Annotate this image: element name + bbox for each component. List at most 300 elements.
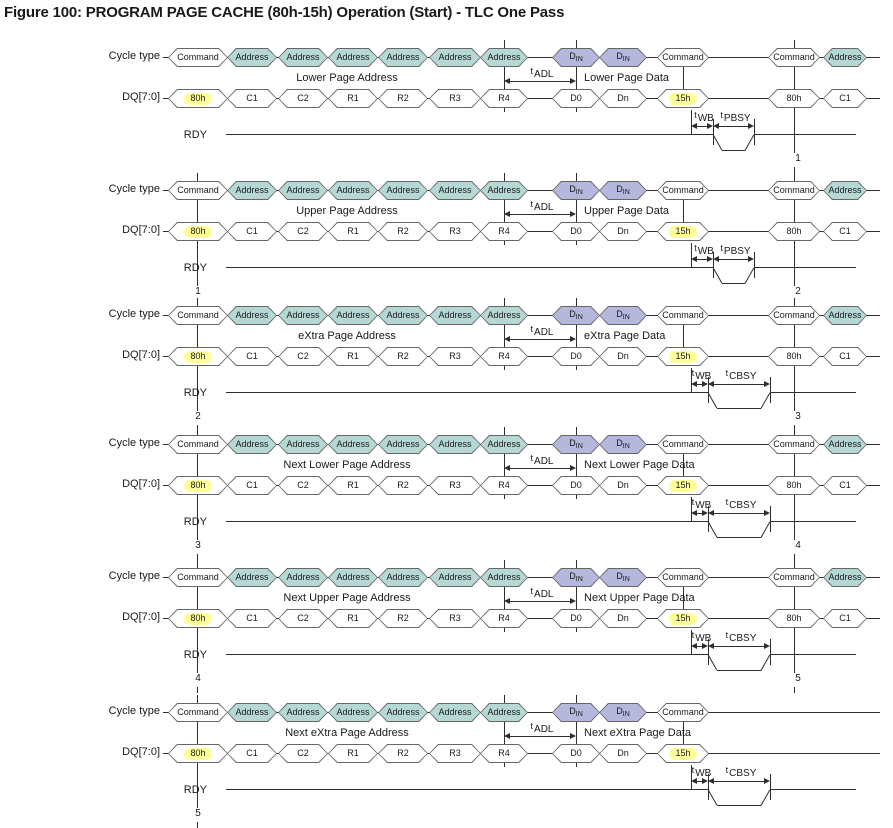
section-2-left-marker: 1 bbox=[195, 286, 201, 297]
section-2-cycle-cell-2-address-label: Address bbox=[235, 185, 269, 195]
section-3-command-15h-tick bbox=[683, 325, 684, 347]
section-2-cycle-cell-5-address bbox=[378, 181, 428, 200]
section-1-dq-cell-3-c2 bbox=[278, 89, 328, 108]
section-6-rdy-line-high-right bbox=[770, 789, 856, 790]
section-1-dq-cell-12-c1 bbox=[823, 89, 867, 108]
section-1-tadl-arrow-arrowhead-right bbox=[570, 78, 576, 84]
section-2-tpbsy-label-prefix: t bbox=[720, 243, 723, 253]
section-5-tadl-label-prefix: t bbox=[530, 586, 534, 596]
section-6-dq-cell-2-c1-label: C1 bbox=[246, 748, 258, 758]
section-4-right-marker: 4 bbox=[795, 540, 801, 551]
section-6-tcbsy-label-sub: CBSY bbox=[729, 768, 757, 779]
section-3-rdy-rising-edge bbox=[761, 393, 771, 409]
section-4-dq-cell-7-r4-label: R4 bbox=[498, 480, 510, 490]
section-2-cycle-cell-6-address bbox=[429, 181, 481, 200]
section-2-page-address-label: Upper Page Address bbox=[296, 205, 398, 217]
section-3-tcbsy-arrow-line bbox=[713, 384, 765, 385]
section-4-tadl-label-sub: ADL bbox=[534, 456, 554, 467]
section-1-cycle-cell-9-din bbox=[599, 48, 647, 67]
section-2-cycle-cell-4-address-label: Address bbox=[336, 185, 370, 195]
section-5-cycle-cell-3-address-label: Address bbox=[286, 572, 320, 582]
section-4-dq-cell-1-80h bbox=[168, 476, 228, 495]
section-5-rdy-busy-low-line bbox=[717, 670, 761, 671]
section-5-dq-cell-2-c1 bbox=[227, 609, 277, 628]
section-4-dq-cell-6-r3 bbox=[429, 476, 481, 495]
section-4-tcbsy-label-prefix: t bbox=[725, 497, 729, 507]
section-1-dq-label: DQ[7:0] bbox=[122, 91, 160, 103]
section-3-tadl-arrow-arrowhead-right bbox=[570, 336, 576, 342]
section-2-rdy-rising-edge bbox=[745, 268, 755, 284]
section-5-cycle-cell-8-din-label: $D_{IN}$ bbox=[569, 571, 583, 583]
section-6-cycle-cell-10-command bbox=[657, 703, 709, 722]
section-6-cycle-cell-2-address bbox=[227, 703, 277, 722]
section-5-cycle-cell-12-address-label: Address bbox=[828, 572, 862, 582]
section-6-dq-cell-10-15h-label: 15h bbox=[669, 748, 696, 760]
section-3-cycle-cell-12-address-label: Address bbox=[828, 310, 862, 320]
section-4-tcbsy-label-sub: CBSY bbox=[729, 500, 757, 511]
section-5-right-connector-dash bbox=[794, 687, 795, 693]
section-1-cycle-cell-7-address bbox=[480, 48, 528, 67]
section-1-cycle-cell-7-address-label: Address bbox=[487, 52, 521, 62]
section-5-dq-cell-6-r3 bbox=[429, 609, 481, 628]
section-3-tadl-label bbox=[530, 324, 554, 338]
section-2-cycle-cell-3-address-label: Address bbox=[286, 185, 320, 195]
section-1-cycle-cell-9-din-label: $D_{IN}$ bbox=[616, 51, 630, 63]
section-3-dq-cell-5-r2-label: R2 bbox=[397, 351, 409, 361]
section-5-dq-cell-5-r2 bbox=[378, 609, 428, 628]
section-5-dq-cell-1-80h bbox=[168, 609, 228, 628]
section-4-cycle-cell-10-command-label: Command bbox=[662, 439, 704, 449]
section-6-busy-end-guide bbox=[770, 774, 771, 800]
section-3-cycle-cell-4-address-label: Address bbox=[336, 310, 370, 320]
section-4-tcbsy-arrow-line bbox=[713, 513, 765, 514]
section-5-dq-cell-3-c2-label: C2 bbox=[297, 613, 309, 623]
section-2-tadl-arrow-arrowhead-right bbox=[570, 211, 576, 217]
section-6-tadl-arrow-arrowhead-left bbox=[504, 733, 510, 739]
section-4-dq-cell-8-d0-label: D0 bbox=[570, 480, 582, 490]
section-3-cycle-cell-6-address bbox=[429, 306, 481, 325]
section-2-tadl-arrow-line bbox=[509, 214, 571, 215]
section-5-twb-label-sub: WB bbox=[695, 633, 712, 644]
section-2-command-15h-tick bbox=[683, 200, 684, 222]
section-4-cycle-type-label: Cycle type bbox=[108, 437, 160, 449]
section-6-tadl-label bbox=[530, 721, 554, 735]
section-2-cycle-cell-1-command-label: Command bbox=[177, 185, 219, 195]
section-4-tadl-arrow-arrowhead-left bbox=[504, 465, 510, 471]
section-3-cycle-cell-10-command bbox=[657, 306, 709, 325]
section-6-cycle-cell-4-address bbox=[328, 703, 378, 722]
section-6-left-connector-dash bbox=[197, 822, 198, 828]
section-1-cycle-cell-2-address-label: Address bbox=[235, 52, 269, 62]
section-2-tpbsy-arrow-arrowhead-right bbox=[748, 256, 754, 262]
section-3-tadl-label-prefix: t bbox=[530, 324, 534, 334]
section-2-dq-cell-7-r4-label: R4 bbox=[498, 226, 510, 236]
section-6-dq-cell-2-c1 bbox=[227, 744, 277, 763]
section-6-cycle-cell-3-address-label: Address bbox=[286, 707, 320, 717]
section-3-cycle-cell-7-address bbox=[480, 306, 528, 325]
section-1-cycle-cell-12-address bbox=[823, 48, 867, 67]
section-5-dq-label: DQ[7:0] bbox=[122, 611, 160, 623]
section-6-cycle-cell-8-din-label: $D_{IN}$ bbox=[569, 706, 583, 718]
section-1-cycle-cell-10-command-label: Command bbox=[662, 52, 704, 62]
section-4-cycle-cell-8-din-label-sub: IN bbox=[575, 443, 583, 450]
section-6-dq-cell-7-r4-label: R4 bbox=[498, 748, 510, 758]
section-6-cycle-cell-6-address-label: Address bbox=[438, 707, 472, 717]
section-1-dq-cell-10-15h bbox=[657, 89, 709, 108]
section-3-dq-cell-6-r3-label: R3 bbox=[449, 351, 461, 361]
section-4-rdy-falling-edge bbox=[708, 521, 718, 537]
section-5-cycle-cell-12-address bbox=[823, 568, 867, 587]
section-6-cycle-type-label: Cycle type bbox=[108, 705, 160, 717]
section-2-dq-cell-9-dn-label: Dn bbox=[617, 226, 629, 236]
section-2-twb-label-sub: WB bbox=[697, 246, 714, 257]
section-5-cycle-cell-7-address-label: Address bbox=[487, 572, 521, 582]
section-1-dq-cell-7-r4-label: R4 bbox=[498, 93, 510, 103]
section-5-cycle-cell-3-address bbox=[278, 568, 328, 587]
section-1-dq-cell-5-r2 bbox=[378, 89, 428, 108]
section-3-dq-cell-4-r1 bbox=[328, 347, 378, 366]
section-3-tadl-label-sub: ADL bbox=[534, 327, 554, 338]
section-1-rdy-line-high-right bbox=[754, 134, 856, 135]
section-5-dq-cell-11-80h-label: 80h bbox=[786, 613, 802, 623]
section-6-cycle-cell-7-address-label: Address bbox=[487, 707, 521, 717]
section-5-cycle-cell-6-address-label: Address bbox=[438, 572, 472, 582]
section-4-tcbsy-arrow-arrowhead-right bbox=[764, 510, 770, 516]
section-1-dq-cell-9-dn bbox=[599, 89, 647, 108]
section-1-right-marker: 1 bbox=[795, 153, 801, 164]
section-4-dq-cell-6-r3-label: R3 bbox=[449, 480, 461, 490]
section-5-cycle-cell-11-command-label: Command bbox=[773, 572, 815, 582]
section-1-tpbsy-arrow-arrowhead-left bbox=[713, 123, 719, 129]
section-2-dq-cell-1-80h-label: 80h bbox=[184, 226, 211, 238]
section-5-dq-cell-4-r1 bbox=[328, 609, 378, 628]
section-6-rdy-falling-edge bbox=[708, 789, 718, 805]
section-3-dq-cell-12-c1 bbox=[823, 347, 867, 366]
section-3-page-address-label: eXtra Page Address bbox=[298, 330, 396, 342]
figure-title: Figure 100: PROGRAM PAGE CACHE (80h-15h) Operation (Start) - TLC One Pass bbox=[4, 4, 565, 21]
section-4-dq-cell-5-r2 bbox=[378, 476, 428, 495]
section-6-cycle-cell-5-address bbox=[378, 703, 428, 722]
section-1-cycle-cell-1-command-label: Command bbox=[177, 52, 219, 62]
section-3-cycle-cell-5-address bbox=[378, 306, 428, 325]
section-4-dq-cell-10-15h bbox=[657, 476, 709, 495]
section-2-cycle-cell-12-address bbox=[823, 181, 867, 200]
section-5-dq-cell-6-r3-label: R3 bbox=[449, 613, 461, 623]
section-2-cycle-cell-8-din bbox=[552, 181, 600, 200]
section-6-rdy-line-high-left bbox=[226, 789, 708, 790]
section-4-rdy-line-high-right bbox=[770, 521, 856, 522]
section-4-dq-cell-12-c1-label: C1 bbox=[839, 480, 851, 490]
section-3-cycle-cell-1-command bbox=[168, 306, 228, 325]
section-5-dq-cell-9-dn-label: Dn bbox=[617, 613, 629, 623]
section-6-dq-cell-5-r2 bbox=[378, 744, 428, 763]
section-2-tpbsy-arrow-arrowhead-left bbox=[713, 256, 719, 262]
section-5-dq-cell-3-c2 bbox=[278, 609, 328, 628]
section-4-cycle-cell-5-address-label: Address bbox=[386, 439, 420, 449]
section-6-cycle-cell-2-address-label: Address bbox=[235, 707, 269, 717]
section-3-dq-cell-2-c1-label: C1 bbox=[246, 351, 258, 361]
section-2-dq-cell-7-r4 bbox=[480, 222, 528, 241]
section-6-dq-cell-1-80h-label: 80h bbox=[184, 748, 211, 760]
section-6-cycle-cell-8-din bbox=[552, 703, 600, 722]
section-4-cycle-cell-12-address-label: Address bbox=[828, 439, 862, 449]
section-4-twb-arrow-arrowhead-left bbox=[691, 510, 697, 516]
section-2-dq-label: DQ[7:0] bbox=[122, 224, 160, 236]
section-2-tpbsy-label-sub: PBSY bbox=[723, 246, 751, 257]
section-6-cycle-cell-9-din-label-sub: IN bbox=[622, 711, 630, 718]
section-3-cycle-cell-11-command-label: Command bbox=[773, 310, 815, 320]
section-3-left-marker: 2 bbox=[195, 411, 201, 422]
section-2-tadl-arrow-arrowhead-left bbox=[504, 211, 510, 217]
section-4-rdy-line-high-left bbox=[226, 521, 708, 522]
section-4-cycle-cell-1-command-label: Command bbox=[177, 439, 219, 449]
section-3-cycle-cell-3-address-label: Address bbox=[286, 310, 320, 320]
section-1-busy-end-guide bbox=[754, 119, 755, 145]
section-4-dq-cell-7-r4 bbox=[480, 476, 528, 495]
section-1-dq-cell-8-d0-label: D0 bbox=[570, 93, 582, 103]
section-4-cycle-cell-7-address bbox=[480, 435, 528, 454]
section-2-twb-arrow-arrowhead-left bbox=[691, 256, 697, 262]
section-2-tadl-label-sub: ADL bbox=[534, 202, 554, 213]
section-3-rdy-line-high-right bbox=[770, 392, 856, 393]
section-3-cycle-cell-10-command-label: Command bbox=[662, 310, 704, 320]
section-3-dq-cell-1-80h bbox=[168, 347, 228, 366]
section-1-tpbsy-label-prefix: t bbox=[720, 110, 723, 120]
section-1-dq-cell-6-r3-label: R3 bbox=[449, 93, 461, 103]
section-1-dq-cell-1-80h-label: 80h bbox=[184, 93, 211, 105]
section-4-tcbsy-label bbox=[725, 497, 757, 511]
section-5-tadl-arrow-arrowhead-right bbox=[570, 598, 576, 604]
section-3-cycle-cell-9-din-label-sub: IN bbox=[622, 314, 630, 321]
section-5-page-address-label: Next Upper Page Address bbox=[283, 592, 411, 604]
section-6-twb-arrow-arrowhead-left bbox=[691, 778, 697, 784]
section-3-dq-cell-5-r2 bbox=[378, 347, 428, 366]
section-1-twb-arrow-arrowhead-left bbox=[691, 123, 697, 129]
section-5-page-data-label: Next Upper Page Data bbox=[584, 592, 695, 604]
section-4-cycle-cell-2-address-label: Address bbox=[235, 439, 269, 449]
section-6-tcbsy-arrow-line bbox=[713, 781, 765, 782]
section-6-dq-cell-3-c2 bbox=[278, 744, 328, 763]
section-1-cycle-cell-8-din bbox=[552, 48, 600, 67]
section-4-cycle-cell-4-address-label: Address bbox=[336, 439, 370, 449]
section-1-cycle-cell-2-address bbox=[227, 48, 277, 67]
section-1-cycle-cell-4-address-label: Address bbox=[336, 52, 370, 62]
section-3-cycle-cell-5-address-label: Address bbox=[386, 310, 420, 320]
section-3-dq-cell-10-15h-label: 15h bbox=[669, 351, 696, 363]
section-6-dq-cell-4-r1 bbox=[328, 744, 378, 763]
section-1-cycle-cell-1-command bbox=[168, 48, 228, 67]
section-2-page-data-label: Upper Page Data bbox=[584, 205, 669, 217]
section-3-dq-cell-11-80h bbox=[768, 347, 820, 366]
section-2-right-marker: 2 bbox=[795, 286, 801, 297]
section-5-cycle-cell-2-address bbox=[227, 568, 277, 587]
section-6-cycle-cell-9-din-label: $D_{IN}$ bbox=[616, 706, 630, 718]
section-4-tcbsy-arrow-arrowhead-left bbox=[708, 510, 714, 516]
section-5-tadl-label-sub: ADL bbox=[534, 589, 554, 600]
section-6-tcbsy-label bbox=[725, 765, 757, 779]
section-2-dq-cell-2-c1-label: C1 bbox=[246, 226, 258, 236]
section-6-left-marker: 5 bbox=[195, 808, 201, 819]
section-5-rdy-line-high-right bbox=[770, 654, 856, 655]
section-4-twb-label-sub: WB bbox=[695, 500, 712, 511]
section-5-cycle-cell-10-command-label: Command bbox=[662, 572, 704, 582]
section-2-cycle-cell-9-din-label: $D_{IN}$ bbox=[616, 184, 630, 196]
section-6-cycle-cell-1-command bbox=[168, 703, 228, 722]
section-4-dq-cell-12-c1 bbox=[823, 476, 867, 495]
section-2-twb-label-prefix: t bbox=[694, 243, 697, 253]
section-4-dq-cell-10-15h-label: 15h bbox=[669, 480, 696, 492]
section-5-cycle-cell-4-address-label: Address bbox=[336, 572, 370, 582]
section-5-tadl-label bbox=[530, 586, 554, 600]
section-6-dq-cell-1-80h bbox=[168, 744, 228, 763]
section-2-tadl-label bbox=[530, 199, 554, 213]
section-3-dq-cell-8-d0 bbox=[552, 347, 600, 366]
section-5-dq-cell-5-r2-label: R2 bbox=[397, 613, 409, 623]
section-6-cycle-cell-1-command-label: Command bbox=[177, 707, 219, 717]
section-2-tpbsy-label bbox=[720, 243, 751, 257]
section-3-cycle-cell-2-address bbox=[227, 306, 277, 325]
section-1-dq-cell-11-80h-label: 80h bbox=[786, 93, 802, 103]
section-4-rdy-busy-low-line bbox=[717, 537, 761, 538]
section-2-cycle-cell-10-command bbox=[657, 181, 709, 200]
section-1-dq-cell-1-80h bbox=[168, 89, 228, 108]
section-5-dq-cell-12-c1-label: C1 bbox=[839, 613, 851, 623]
section-3-tadl-arrow-arrowhead-left bbox=[504, 336, 510, 342]
section-5-rdy-falling-edge bbox=[708, 654, 718, 670]
section-3-tcbsy-label-sub: CBSY bbox=[729, 371, 757, 382]
section-6-dq-cell-3-c2-label: C2 bbox=[297, 748, 309, 758]
section-3-dq-cell-3-c2-label: C2 bbox=[297, 351, 309, 361]
section-5-dq-cell-10-15h bbox=[657, 609, 709, 628]
section-2-dq-cell-6-r3-label: R3 bbox=[449, 226, 461, 236]
section-6-rdy-label: RDY bbox=[183, 784, 207, 796]
section-2-dq-cell-11-80h-label: 80h bbox=[786, 226, 802, 236]
section-5-busy-end-guide bbox=[770, 639, 771, 665]
section-1-rdy-falling-edge bbox=[713, 134, 723, 150]
section-2-dq-cell-5-r2-label: R2 bbox=[397, 226, 409, 236]
section-2-busy-end-guide bbox=[754, 252, 755, 278]
section-4-dq-cell-3-c2-label: C2 bbox=[297, 480, 309, 490]
section-3-rdy-falling-edge bbox=[708, 392, 718, 408]
section-2-dq-cell-3-c2-label: C2 bbox=[297, 226, 309, 236]
section-1-tpbsy-arrow-arrowhead-right bbox=[748, 123, 754, 129]
section-2-rdy-busy-low-line bbox=[722, 283, 745, 284]
section-3-tadl-arrow-line bbox=[509, 339, 571, 340]
section-6-cycle-cell-6-address bbox=[429, 703, 481, 722]
section-4-dq-cell-5-r2-label: R2 bbox=[397, 480, 409, 490]
section-3-cycle-cell-4-address bbox=[328, 306, 378, 325]
section-5-tcbsy-label-sub: CBSY bbox=[729, 633, 757, 644]
section-2-dq-cell-4-r1 bbox=[328, 222, 378, 241]
section-3-busy-end-guide bbox=[770, 377, 771, 403]
section-2-cycle-type-label: Cycle type bbox=[108, 183, 160, 195]
section-5-dq-cell-7-r4 bbox=[480, 609, 528, 628]
section-2-dq-cell-11-80h bbox=[768, 222, 820, 241]
section-5-cycle-cell-2-address-label: Address bbox=[235, 572, 269, 582]
section-3-rdy-label: RDY bbox=[183, 387, 207, 399]
section-3-dq-cell-7-r4-label: R4 bbox=[498, 351, 510, 361]
section-1-tpbsy-label-sub: PBSY bbox=[723, 113, 751, 124]
section-2-dq-cell-12-c1 bbox=[823, 222, 867, 241]
section-3-tcbsy-arrow-arrowhead-right bbox=[764, 381, 770, 387]
section-2-cycle-cell-8-din-label: $D_{IN}$ bbox=[569, 184, 583, 196]
section-1-rdy-line-high-left bbox=[226, 134, 713, 135]
section-5-dq-cell-2-c1-label: C1 bbox=[246, 613, 258, 623]
section-4-cycle-cell-9-din-label: $D_{IN}$ bbox=[616, 438, 630, 450]
section-5-dq-cell-8-d0 bbox=[552, 609, 600, 628]
section-3-cycle-cell-8-din-label: $D_{IN}$ bbox=[569, 309, 583, 321]
section-5-cycle-cell-1-command-label: Command bbox=[177, 572, 219, 582]
section-4-left-marker: 3 bbox=[195, 540, 201, 551]
section-5-right-marker: 5 bbox=[795, 673, 801, 684]
section-5-cycle-cell-4-address bbox=[328, 568, 378, 587]
section-4-rdy-label: RDY bbox=[183, 516, 207, 528]
section-2-rdy-line-high-left bbox=[226, 267, 713, 268]
section-4-cycle-cell-11-command bbox=[768, 435, 820, 454]
section-4-page-data-label: Next Lower Page Data bbox=[584, 459, 695, 471]
section-3-dq-cell-6-r3 bbox=[429, 347, 481, 366]
section-2-cycle-cell-1-command bbox=[168, 181, 228, 200]
section-4-cycle-cell-9-din-label-sub: IN bbox=[622, 443, 630, 450]
section-4-dq-cell-3-c2 bbox=[278, 476, 328, 495]
section-2-dq-cell-2-c1 bbox=[227, 222, 277, 241]
section-3-dq-label: DQ[7:0] bbox=[122, 349, 160, 361]
section-1-dq-cell-11-80h bbox=[768, 89, 820, 108]
section-1-tadl-label-prefix: t bbox=[530, 66, 534, 76]
section-2-cycle-cell-8-din-label-sub: IN bbox=[575, 189, 583, 196]
section-3-cycle-cell-9-din bbox=[599, 306, 647, 325]
section-6-rdy-rising-edge bbox=[761, 790, 771, 806]
section-4-cycle-cell-5-address bbox=[378, 435, 428, 454]
section-5-dq-cell-8-d0-label: D0 bbox=[570, 613, 582, 623]
section-1-cycle-cell-9-din-label-sub: IN bbox=[622, 56, 630, 63]
section-2-cycle-cell-11-command-label: Command bbox=[773, 185, 815, 195]
section-6-dq-cell-6-r3 bbox=[429, 744, 481, 763]
section-1-cycle-cell-6-address bbox=[429, 48, 481, 67]
section-6-tadl-label-sub: ADL bbox=[534, 724, 554, 735]
section-1-twb-label-prefix: t bbox=[694, 110, 697, 120]
section-4-cycle-cell-2-address bbox=[227, 435, 277, 454]
section-5-cycle-cell-1-command bbox=[168, 568, 228, 587]
section-5-cycle-cell-9-din-label-sub: IN bbox=[622, 576, 630, 583]
section-3-rdy-line-high-left bbox=[226, 392, 708, 393]
section-4-dq-cell-8-d0 bbox=[552, 476, 600, 495]
section-5-rdy-rising-edge bbox=[761, 655, 771, 671]
section-3-dq-cell-9-dn bbox=[599, 347, 647, 366]
section-4-cycle-cell-7-address-label: Address bbox=[487, 439, 521, 449]
section-6-cycle-cell-7-address bbox=[480, 703, 528, 722]
section-5-left-connector-dash bbox=[197, 687, 198, 693]
section-4-dq-cell-9-dn bbox=[599, 476, 647, 495]
section-6-dq-cell-5-r2-label: R2 bbox=[397, 748, 409, 758]
section-4-dq-cell-4-r1-label: R1 bbox=[347, 480, 359, 490]
section-4-dq-cell-11-80h-label: 80h bbox=[786, 480, 802, 490]
section-1-rdy-busy-low-line bbox=[722, 150, 745, 151]
section-6-tcbsy-label-prefix: t bbox=[725, 765, 729, 775]
section-1-cycle-cell-6-address-label: Address bbox=[438, 52, 472, 62]
section-6-dq-cell-10-15h bbox=[657, 744, 709, 763]
section-4-cycle-cell-8-din-label: $D_{IN}$ bbox=[569, 438, 583, 450]
section-1-twb-label-sub: WB bbox=[697, 113, 714, 124]
section-1-tpbsy-label bbox=[720, 110, 751, 124]
section-4-dq-label: DQ[7:0] bbox=[122, 478, 160, 490]
section-6-cycle-cell-10-command-label: Command bbox=[662, 707, 704, 717]
section-1-dq-cell-6-r3 bbox=[429, 89, 481, 108]
section-1-cycle-cell-11-command bbox=[768, 48, 820, 67]
section-1-tadl-label-sub: ADL bbox=[534, 69, 554, 80]
section-6-twb-label-sub: WB bbox=[695, 768, 712, 779]
section-1-tadl-arrow-line bbox=[509, 81, 571, 82]
